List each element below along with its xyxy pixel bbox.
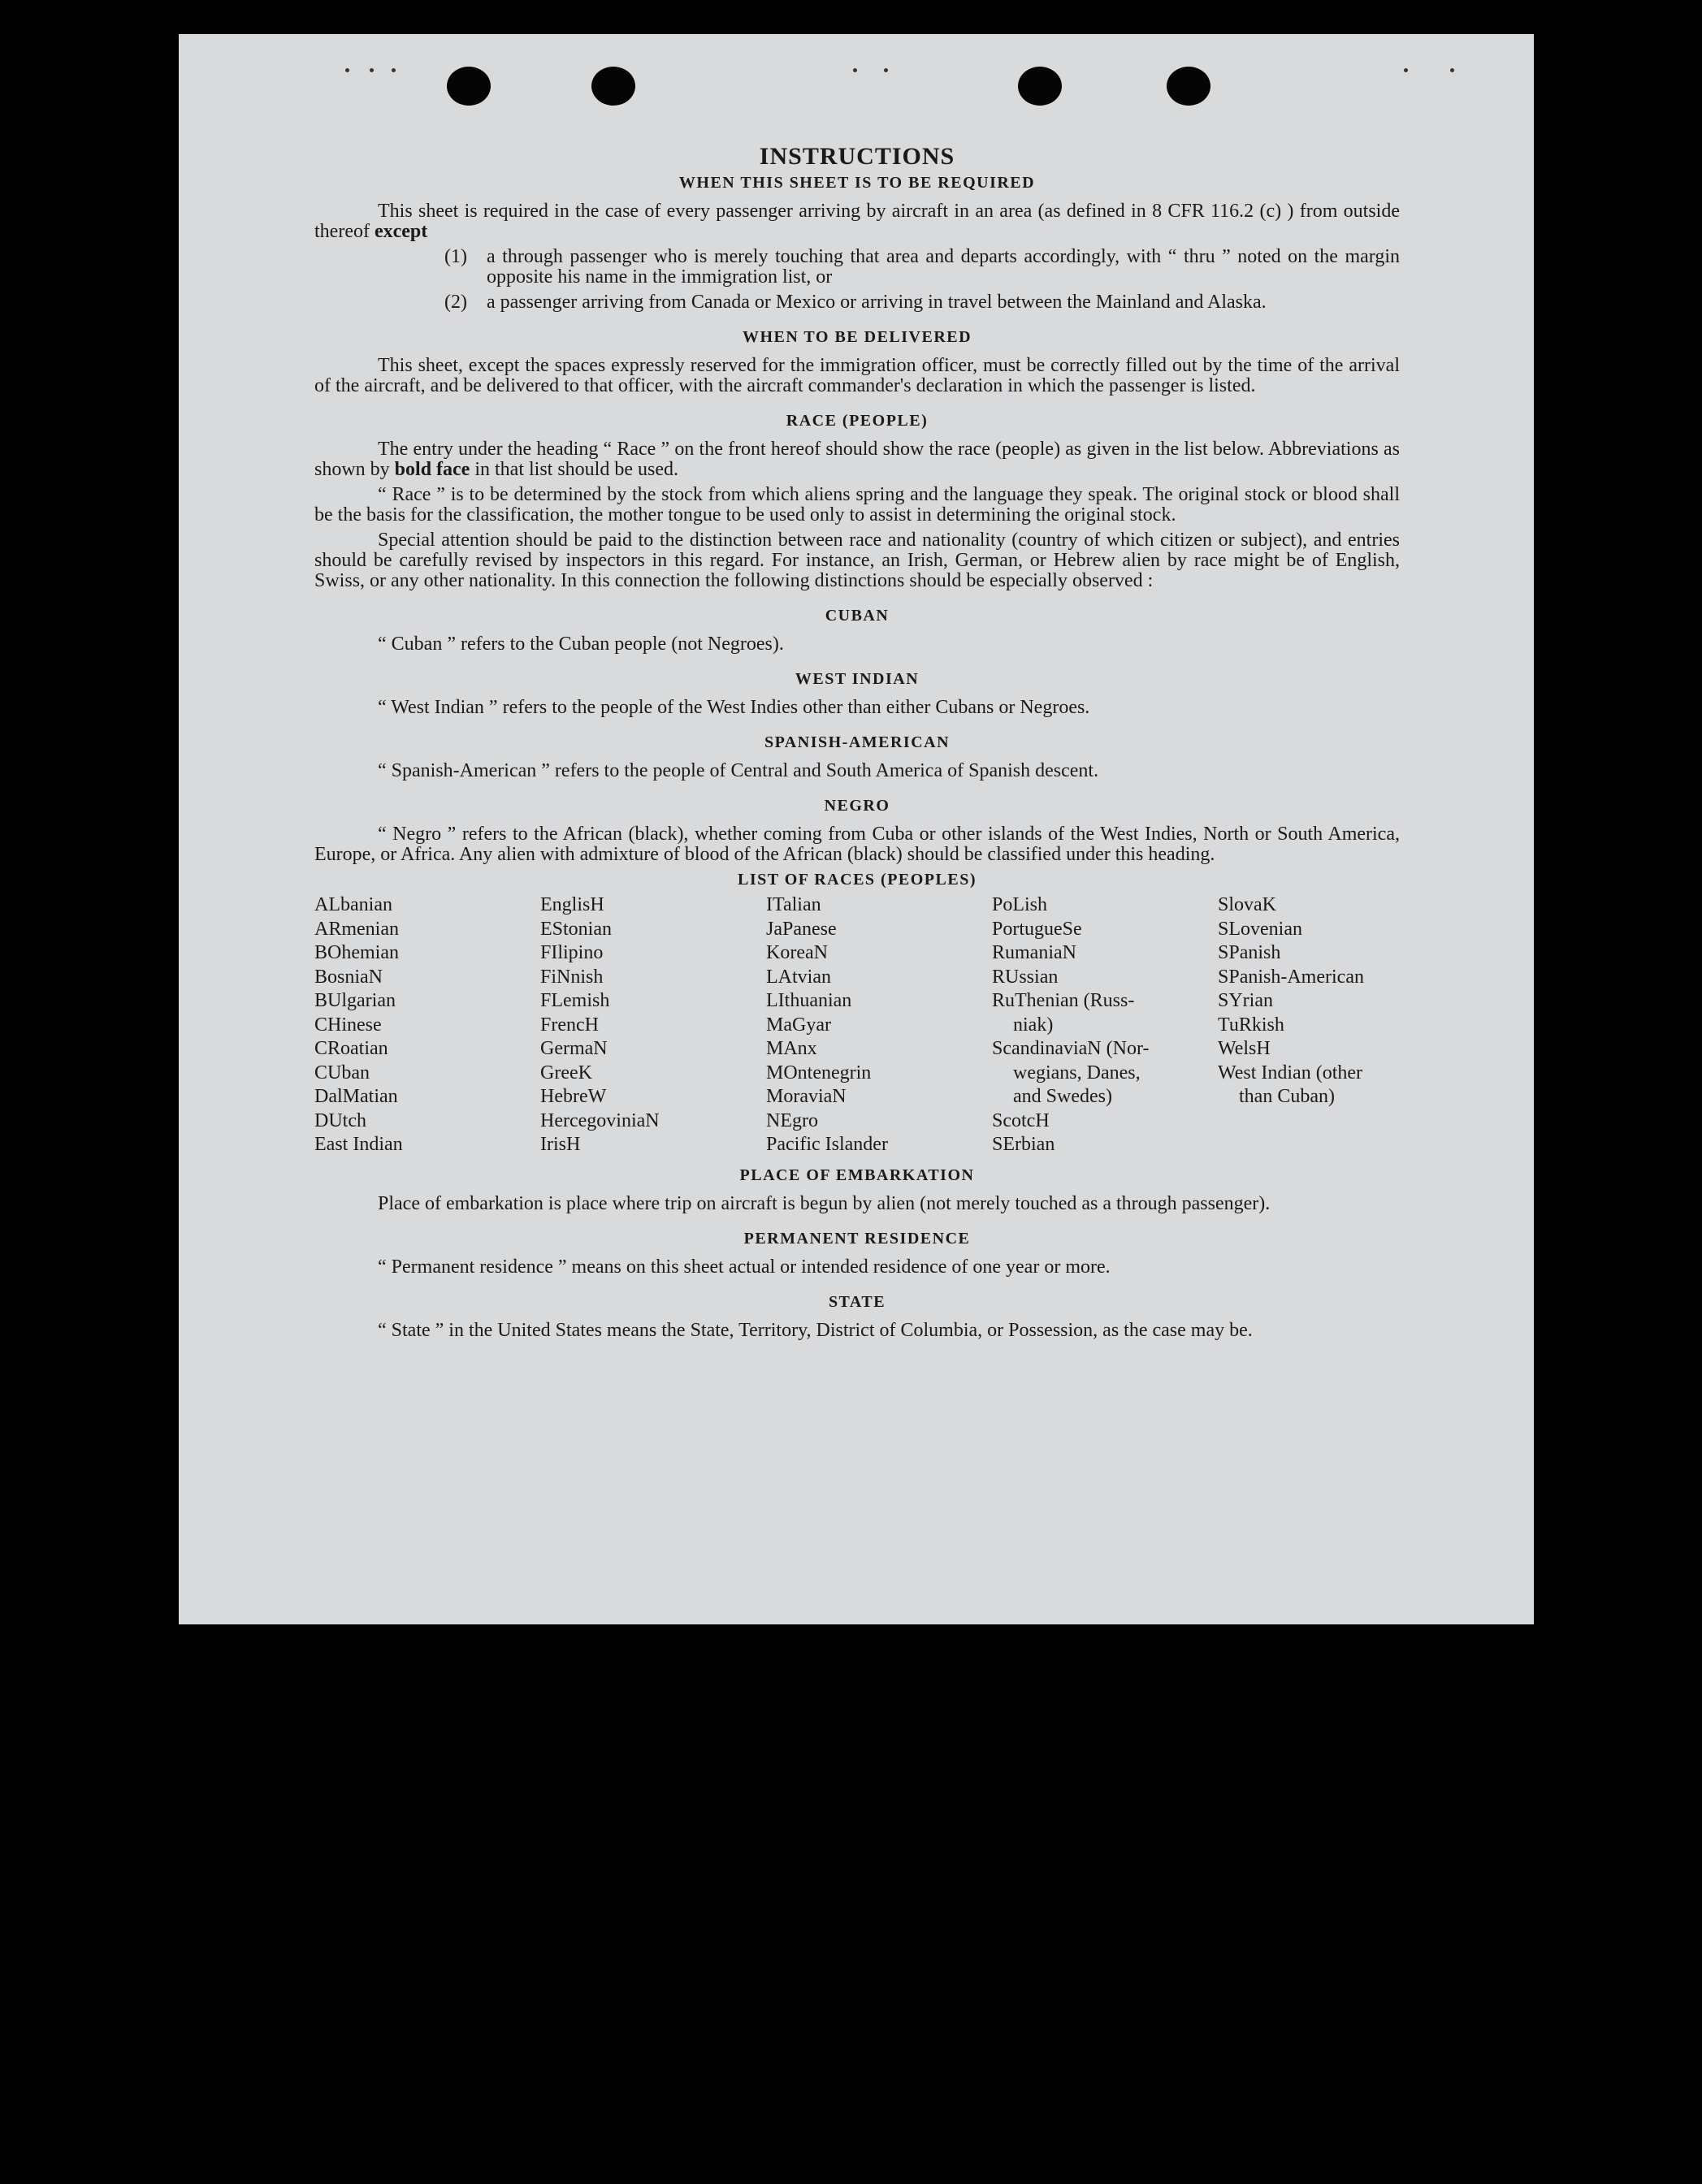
paper-mark xyxy=(853,68,857,72)
punch-hole xyxy=(1018,67,1062,106)
negro-text: “ Negro ” refers to the African (black), whether coming from Cuba or other islands of the West Indies, North or South America, Europe, or Africa. Any alien with admixture of blood of the African (black) should be classified under this heading. xyxy=(314,824,1400,865)
race-entry-continuation: than Cuban) xyxy=(1239,1086,1335,1107)
race-entry: GermaN xyxy=(540,1038,608,1059)
race-entry: BosniaN xyxy=(314,966,383,988)
race-entry: Pacific Islander xyxy=(766,1134,888,1155)
race-entry: SPanish-American xyxy=(1218,966,1364,988)
race-entry: ARmenian xyxy=(314,918,399,940)
race-entry: East Indian xyxy=(314,1134,403,1155)
race-entry: ALbanian xyxy=(314,894,392,915)
instructions-content xyxy=(314,143,1400,1346)
race-entry: BOhemian xyxy=(314,942,399,963)
race-entry: FIlipino xyxy=(540,942,604,963)
races-column xyxy=(1218,893,1400,1157)
race-paragraph-1 xyxy=(314,439,1400,480)
race-entry: DalMatian xyxy=(314,1086,398,1107)
races-column xyxy=(540,893,766,1157)
cuban-text: “ Cuban ” refers to the Cuban people (not Negroes). xyxy=(378,634,784,655)
embarkation-text: Place of embarkation is place where trip on aircraft is begun by alien (not merely touched as a through passenger). xyxy=(378,1192,1271,1214)
section-heading-race: RACE (PEOPLE) xyxy=(786,412,929,430)
section-heading-list-of-races: LIST OF RACES (PEOPLES) xyxy=(737,871,977,889)
race-entry: GreeK xyxy=(540,1062,592,1083)
race-entry: TuRkish xyxy=(1218,1014,1284,1036)
race-entry: KoreaN xyxy=(766,942,828,963)
punch-hole xyxy=(1167,67,1210,106)
exception-text: a through passenger who is merely touching that area and departs accordingly, with “ thru ” noted on the margin opposite his name in the immigration list, or xyxy=(487,246,1400,288)
section-heading-negro: NEGRO xyxy=(824,797,890,815)
race-entry: PortugueSe xyxy=(992,918,1082,940)
paper-mark xyxy=(1450,68,1454,72)
section-heading-west-indian: WEST INDIAN xyxy=(795,670,920,688)
race-entry: JaPanese xyxy=(766,918,837,940)
section-heading-state: STATE xyxy=(828,1292,886,1311)
section-heading-cuban: CUBAN xyxy=(825,607,890,625)
race-p1-bold: bold face xyxy=(394,459,470,480)
race-entry: FLemish xyxy=(540,990,610,1011)
race-entry: BUlgarian xyxy=(314,990,396,1011)
race-entry: CUban xyxy=(314,1062,370,1083)
required-intro-bold: except xyxy=(374,221,428,242)
races-column xyxy=(314,893,540,1157)
race-entry: FrencH xyxy=(540,1014,599,1036)
required-intro-text: This sheet is required in the case of every passenger arriving by aircraft in an area (as defined in 8 CFR 116.2 (c) ) from outside thereof xyxy=(314,201,1400,242)
race-paragraph-3: Special attention should be paid to the distinction between race and nationality (country of which citizen or subject), and entries should be carefully revised by inspectors in this regard. For instance, an Irish, German, or Hebrew alien by race might be of English, Swiss, or any other nationality. In this connection the following distinctions should be especially observed : xyxy=(314,530,1400,591)
race-entry: ITalian xyxy=(766,894,821,915)
punch-hole xyxy=(447,67,491,106)
exception-item xyxy=(444,292,1400,313)
section-heading-required: WHEN THIS SHEET IS TO BE REQUIRED xyxy=(678,174,1036,192)
exception-item xyxy=(444,247,1400,288)
paper-mark xyxy=(370,68,374,72)
race-entry: HebreW xyxy=(540,1086,607,1107)
race-entry: SLovenian xyxy=(1218,918,1302,940)
race-entry: LAtvian xyxy=(766,966,831,988)
race-entry: PoLish xyxy=(992,894,1048,915)
west-indian-text: “ West Indian ” refers to the people of the West Indies other than either Cubans or Negroes. xyxy=(378,697,1090,718)
race-entry: SPanish xyxy=(1218,942,1281,963)
race-entry: DUtch xyxy=(314,1109,366,1131)
section-heading-spanish-american: SPANISH-AMERICAN xyxy=(764,733,951,751)
race-entry: ScandinaviaN (Nor- xyxy=(992,1038,1150,1059)
race-entry: LIthuanian xyxy=(766,990,852,1011)
section-heading-delivered: WHEN TO BE DELIVERED xyxy=(742,328,972,346)
race-p1-text: The entry under the heading “ Race ” on the front hereof should show the race (people) as given in the list below. Abbreviations as shown by xyxy=(314,439,1400,480)
exception-number: (2) xyxy=(444,292,467,313)
exception-number: (1) xyxy=(444,246,467,267)
race-entry: FiNnish xyxy=(540,966,604,988)
race-entry: West Indian (other xyxy=(1218,1062,1363,1083)
race-entry: CRoatian xyxy=(314,1038,388,1059)
races-table xyxy=(314,893,1400,1157)
race-p1-tail: in that list should be used. xyxy=(470,459,678,480)
race-entry: SErbian xyxy=(992,1134,1055,1155)
paper-mark xyxy=(392,68,396,72)
race-entry: SlovaK xyxy=(1218,894,1276,915)
race-entry: MAnx xyxy=(766,1038,817,1059)
race-entry: NEgro xyxy=(766,1109,818,1131)
spanish-american-text: “ Spanish-American ” refers to the people of Central and South America of Spanish descent. xyxy=(378,760,1099,781)
races-column xyxy=(992,893,1218,1157)
section-heading-embarkation: PLACE OF EMBARKATION xyxy=(739,1166,975,1184)
instruction-sheet xyxy=(179,34,1534,1624)
race-entry: RUssian xyxy=(992,966,1059,988)
race-entry: EStonian xyxy=(540,918,612,940)
race-entry: MoraviaN xyxy=(766,1086,847,1107)
race-entry: ScotcH xyxy=(992,1109,1050,1131)
paper-mark xyxy=(884,68,888,72)
race-entry: MOntenegrin xyxy=(766,1062,872,1083)
delivered-text: This sheet, except the spaces expressly reserved for the immigration officer, must be correctly filled out by the time of the arrival of the aircraft, and be delivered to that officer, with the aircraft commander's declaration in which the passenger is listed. xyxy=(314,355,1400,396)
section-heading-residence: PERMANENT RESIDENCE xyxy=(743,1229,971,1248)
race-entry-continuation: and Swedes) xyxy=(1013,1086,1112,1107)
exception-text: a passenger arriving from Canada or Mexico or arriving in travel between the Mainland and Alaska. xyxy=(487,292,1267,313)
race-paragraph-2: “ Race ” is to be determined by the stock from which aliens spring and the language they speak. The original stock or blood shall be the basis for the classification, the mother tongue to be used only to assist in determining the original stock. xyxy=(314,484,1400,525)
required-intro xyxy=(314,201,1400,242)
paper-mark xyxy=(345,68,349,72)
race-entry: CHinese xyxy=(314,1014,382,1036)
race-entry: SYrian xyxy=(1218,990,1273,1011)
race-entry: WelsH xyxy=(1218,1038,1271,1059)
state-text: “ State ” in the United States means the State, Territory, District of Columbia, or Possession, as the case may be. xyxy=(378,1319,1253,1341)
race-entry-continuation: wegians, Danes, xyxy=(1013,1062,1141,1083)
race-entry: HercegoviniaN xyxy=(540,1109,660,1131)
race-entry: IrisH xyxy=(540,1134,581,1155)
punch-hole xyxy=(591,67,635,106)
race-entry: RuThenian (Russ- xyxy=(992,990,1135,1011)
race-entry: RumaniaN xyxy=(992,942,1076,963)
race-entry: MaGyar xyxy=(766,1014,831,1036)
residence-text: “ Permanent residence ” means on this sheet actual or intended residence of one year or more. xyxy=(378,1256,1111,1278)
races-column xyxy=(766,893,992,1157)
page-title: INSTRUCTIONS xyxy=(759,143,955,170)
race-entry: EnglisH xyxy=(540,894,604,915)
race-entry-continuation: niak) xyxy=(1013,1014,1054,1036)
paper-mark xyxy=(1404,68,1408,72)
exception-list xyxy=(444,247,1400,313)
